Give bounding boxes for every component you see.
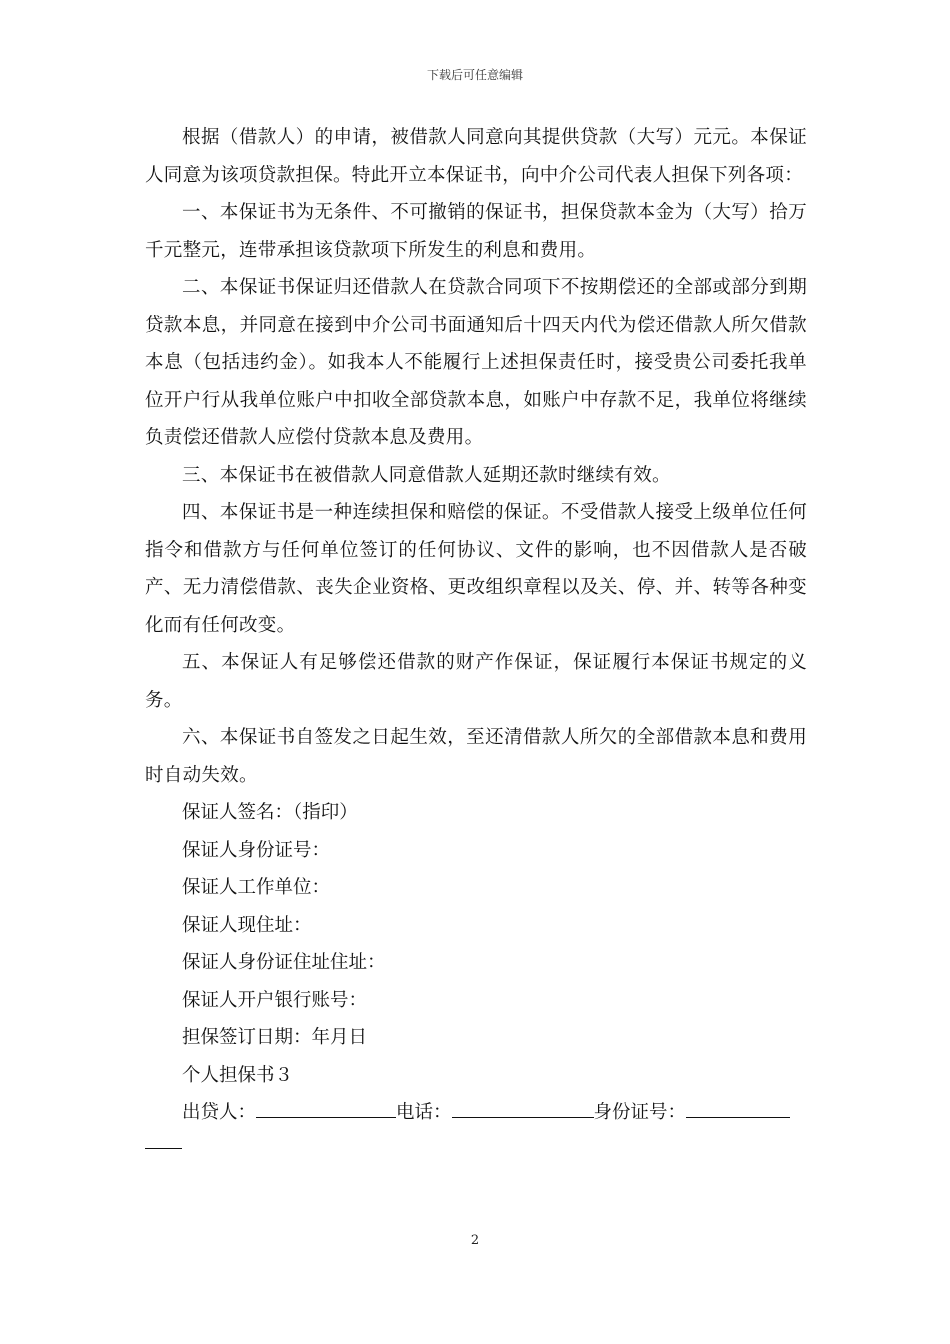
guarantor-signature-field: 保证人签名：（指印） — [182, 802, 358, 823]
lender-info-line — [145, 1094, 807, 1132]
page-header: 下载后可任意编辑 — [426, 68, 523, 82]
clause-3-paragraph: 三、本保证书在被借款人同意借款人延期还款时继续有效。 — [182, 464, 671, 486]
guarantor-bank-account-field: 保证人开户银行账号： — [182, 989, 368, 1011]
document-body — [145, 119, 807, 1149]
id-number-blank-continuation — [145, 1134, 182, 1149]
id-number-blank — [686, 1103, 790, 1118]
clause-1-paragraph: 一、本保证书为无条件、不可撤销的保证书，担保贷款本金为（大写）拾万千元整元，连带承担该贷款项下所发生的利息和费用。 — [145, 202, 807, 261]
page-number: 2 — [470, 1233, 480, 1248]
phone-label: 电话： — [396, 1102, 452, 1123]
lender-label: 出贷人： — [182, 1102, 257, 1123]
section-title: 个人担保书３ — [182, 1064, 294, 1086]
guarantee-date-field: 担保签订日期：年月日 — [182, 1027, 368, 1048]
id-number-label: 身份证号： — [593, 1102, 687, 1123]
clause-2-paragraph: 二、本保证书保证归还借款人在贷款合同项下不按期偿还的全部或部分到期贷款本息，并同意在接到中介公司书面通知后十四天内代为偿还借款人所欠借款本息（包括违约金）。如我本人不能履行上述担保责任时，接受贵公司委托我单位开户行从我单位账户中扣收全部贷款本息，如账户中存款不足，我单位将继续负责偿还借款人应偿付贷款本息及费用。 — [145, 277, 807, 448]
phone-blank — [452, 1103, 594, 1118]
guarantor-id-field: 保证人身份证号： — [182, 839, 331, 861]
guarantor-address-field: 保证人现住址： — [182, 914, 312, 936]
intro-paragraph: 根据（借款人）的申请，被借款人同意向其提供贷款（大写）元元。本保证人同意为该项贷款担保。特此开立本保证书，向中介公司代表人担保下列各项： — [145, 127, 807, 186]
clause-5-paragraph: 五、本保证人有足够偿还借款的财产作保证，保证履行本保证书规定的义务。 — [145, 652, 807, 711]
clause-4-paragraph: 四、本保证书是一种连续担保和赔偿的保证。不受借款人接受上级单位任何指令和借款方与任何单位签订的任何协议、文件的影响，也不因借款人是否破产、无力清偿借款、丧失企业资格、更改组织章程以及关、停、并、转等各种变化而有任何改变。 — [145, 502, 807, 636]
guarantor-id-address-field: 保证人身份证住址住址： — [182, 952, 386, 973]
clause-6-paragraph: 六、本保证书自签发之日起生效，至还清借款人所欠的全部借款本息和费用时自动失效。 — [145, 727, 807, 786]
guarantor-employer-field: 保证人工作单位： — [182, 877, 331, 898]
lender-blank — [256, 1103, 396, 1118]
